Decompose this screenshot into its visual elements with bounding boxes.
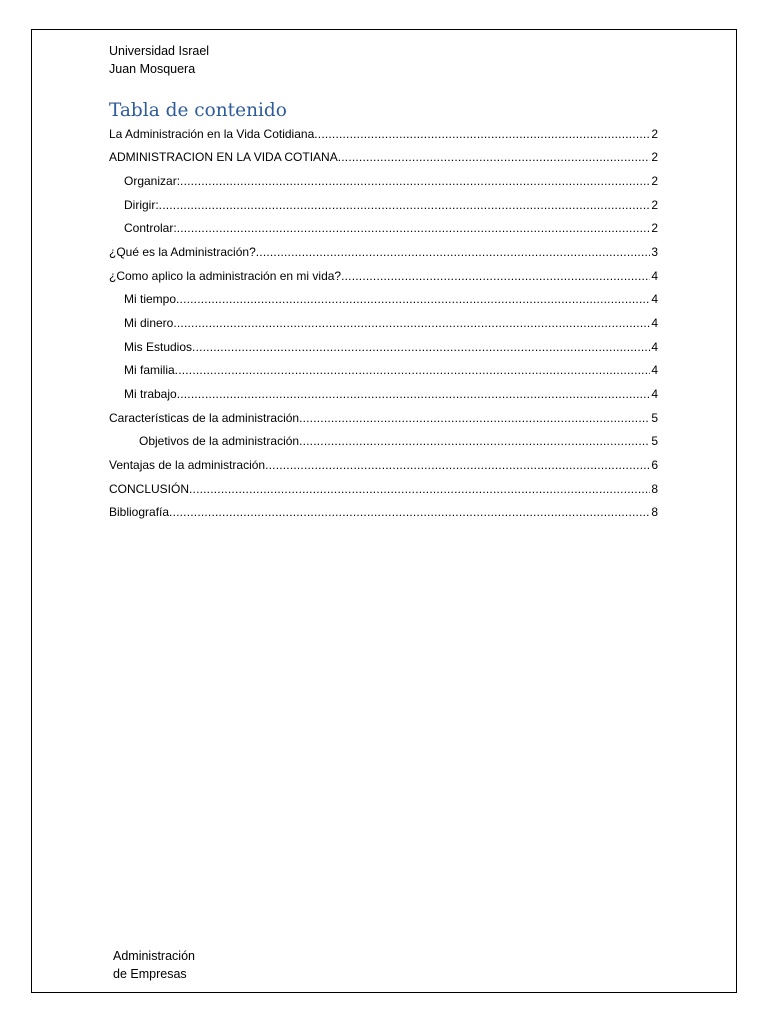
toc-page-number: 4 [651,268,658,283]
toc-dot-leader [176,292,650,306]
toc-entry-mis-estudios[interactable] [109,335,658,359]
toc-dot-leader [338,150,651,164]
toc-entry-ventajas[interactable] [109,453,658,477]
toc-dot-leader [299,434,650,448]
toc-entry-dirigir[interactable] [109,193,658,217]
toc-entry-label: CONCLUSIÓN [109,481,190,496]
toc-dot-leader [341,269,650,283]
toc-entry-label: Objetivos de la administración [139,434,300,449]
toc-entry-label: La Administración en la Vida Cotidiana [109,126,315,141]
toc-page-number: 2 [651,221,658,236]
toc-dot-leader [189,482,650,496]
toc-page-number: 8 [651,481,658,496]
toc-page-number: 4 [651,316,658,331]
toc-page-number: 5 [651,434,658,449]
toc-entry-label: Bibliografía [109,505,170,520]
toc-entry-objetivos[interactable] [109,430,658,454]
toc-page-number: 2 [651,174,658,189]
toc-entry-mi-tiempo[interactable] [109,288,658,312]
toc-page-number: 6 [651,458,658,473]
toc-entry-controlar[interactable] [109,217,658,241]
toc-page-number: 3 [651,245,658,260]
toc-entry-label: Mi tiempo [124,292,177,307]
toc-entry-conclusion[interactable] [109,477,658,501]
toc-entry-label: Controlar: [124,221,177,236]
toc-entry-label: Mi trabajo [124,387,177,402]
toc-entry-label: ADMINISTRACION EN LA VIDA COTIANA [109,150,338,165]
toc-page-number: 4 [651,339,658,354]
university-name: Universidad Israel [109,44,210,58]
document-footer [113,947,195,983]
toc-entry-administracion-vida-cotidiana[interactable] [109,122,658,146]
toc-entry-label: Mi dinero [124,316,174,331]
toc-page-number: 2 [651,197,658,212]
toc-dot-leader [159,198,651,212]
toc-page-number: 2 [651,150,658,165]
toc-entry-administracion-vida-cotiana[interactable] [109,146,658,170]
footer-line-2: de Empresas [113,967,187,981]
toc-entry-label: Ventajas de la administración [109,458,266,473]
toc-title: Tabla de contenido [109,100,287,121]
toc-dot-leader [299,411,650,425]
toc-page-number: 4 [651,387,658,402]
toc-entry-mi-trabajo[interactable] [109,382,658,406]
toc-dot-leader [175,363,651,377]
toc-dot-leader [169,505,650,519]
toc-entry-mi-dinero[interactable] [109,311,658,335]
toc-entry-label: Características de la administración [109,410,300,425]
toc-entry-caracteristicas[interactable] [109,406,658,430]
toc-dot-leader [192,340,650,354]
toc-dot-leader [177,387,651,401]
author-name: Juan Mosquera [109,62,196,76]
toc-page-number: 4 [651,292,658,307]
toc-entry-label: Dirigir: [124,197,159,212]
toc-entry-label: Organizar: [124,174,181,189]
toc-entry-label: ¿Como aplico la administración en mi vida? [109,268,342,283]
toc-page-number: 5 [651,410,658,425]
toc-page-number: 8 [651,505,658,520]
toc-entry-label: Mis Estudios [124,339,193,354]
footer-line-1: Administración [113,949,195,963]
toc-dot-leader [314,127,650,141]
toc-entry-que-es-administracion[interactable] [109,240,658,264]
toc-entry-organizar[interactable] [109,169,658,193]
toc-dot-leader [256,245,651,259]
toc-entry-mi-familia[interactable] [109,359,658,383]
toc-entry-bibliografia[interactable] [109,501,658,525]
toc-page-number: 2 [651,126,658,141]
toc-page-number: 4 [651,363,658,378]
toc-entry-label: Mi familia [124,363,175,378]
toc-dot-leader [177,221,651,235]
toc-entry-label: ¿Qué es la Administración? [109,245,256,260]
table-of-contents [109,122,658,524]
toc-entry-como-aplico-administracion[interactable] [109,264,658,288]
document-header [109,42,209,78]
toc-dot-leader [180,174,650,188]
toc-dot-leader [173,316,650,330]
toc-dot-leader [265,458,650,472]
